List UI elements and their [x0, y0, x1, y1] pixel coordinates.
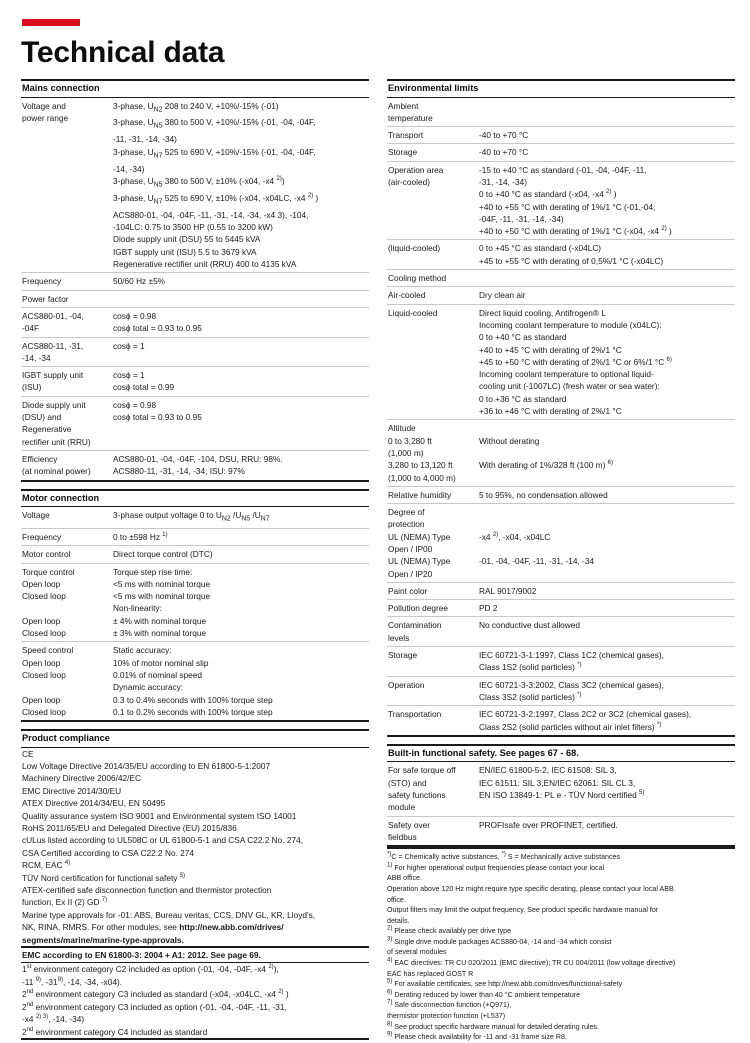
row-label: IGBT supply unit (ISU) [22, 370, 84, 393]
table-row [387, 162, 735, 241]
footnote-line: $^{8)}$ See product specific hardware manual for detailed derating rules. [387, 1021, 599, 1031]
table-row [387, 617, 735, 647]
row-label: Relative humidity [388, 489, 452, 500]
compliance-line: -x4 $^{2) 3)}$, -14, -34) [22, 1014, 85, 1025]
section-heading-emc: EMC according to EN 61800-3: 2004 + A1: 2012. See page 69. [21, 946, 369, 963]
row-label: Power factor [22, 293, 69, 304]
section-heading-builtin-functional-safety: Built-in functional safety. See pages 67 - 68. [387, 744, 735, 763]
table-row [387, 600, 735, 617]
footnote-line: details. [387, 916, 410, 925]
row-label: Ambient temperature [388, 100, 433, 123]
row-label: Air-cooled [388, 290, 426, 301]
table-row [387, 287, 735, 304]
compliance-line: Low Voltage Directive 2014/35/EU according to EN 61800-5-1:2007 [22, 761, 271, 772]
row-label: Operation area (air-cooled) [388, 164, 444, 187]
table-row [387, 420, 735, 486]
compliance-line: TÜV Nord certification for functional safety $^{5)}$ [22, 872, 186, 883]
footnote-line: thermistor protection function (+L537) [387, 1012, 506, 1021]
row-label: Frequency [22, 531, 62, 542]
row-label: Transportation [388, 709, 442, 720]
footnote-line: EAC has replaced GOST R [387, 969, 474, 978]
table-row [21, 397, 369, 451]
row-label: Storage [388, 650, 418, 661]
section-spacer [21, 482, 369, 489]
row-label: Motor control [22, 549, 71, 560]
row-label: Voltage and power range [22, 100, 69, 123]
table-row [387, 583, 735, 600]
footnote-line: $^{4)}$ EAC directives: TR CU 020/2011 (EMC directive); TR CU 004/2011 (low voltage directive) [387, 957, 676, 968]
table-row [21, 564, 369, 643]
compliance-line: Quality assurance system ISO 9001 and Environmental system ISO 14001 [22, 810, 297, 821]
table-row [387, 647, 735, 677]
table-row [21, 507, 369, 529]
row-value: IEC 60721-3-1:1997, Class 1C2 (chemical gases), Class 1S2 (solid particles) *) [479, 650, 664, 673]
environmental-limits-rows [387, 98, 735, 737]
compliance-line: RCM, EAC $^{4)}$ [22, 860, 71, 871]
table-row [387, 305, 735, 421]
footnote-line: Output filters may limit the output frequency. See product specific hardware manual for [387, 906, 659, 915]
compliance-line: 2nd environment category C4 included as standard [22, 1026, 208, 1037]
row-label: Altitude 0 to 3,280 ft (1,000 m) 3,280 to 13,120 ft (1,000 to 4,000 m) [388, 423, 456, 483]
footnote-line: *)C = Chemically active substances, *) S = Mechanically active substances [387, 851, 621, 862]
footnote-line: Operation above 120 Hz might require type specific derating, please contact your local ABB [387, 884, 674, 893]
red-accent-bar [22, 19, 80, 26]
row-label: Frequency [22, 276, 62, 287]
table-row [21, 451, 369, 482]
row-label: Liquid-cooled [388, 307, 438, 318]
row-value: Dry clean air [479, 290, 526, 301]
row-value: ACS880-01, -04, -04F, -104, DSU, RRU: 98%. ACS880-11, -31, -14, -34, ISU: 97% [113, 453, 283, 477]
compliance-line: Marine type approvals for -01: ABS, Bureau veritas, CCS, DNV GL, KR, Lloyd's, [22, 909, 316, 920]
row-value: EN/IEC 61800-5-2, IEC 61508: SIL 3, IEC 61511: SIL 3,EN/IEC 62061: SIL CL 3, EN ISO 13849-1: PL e - TÜV Nord certified $^{5)}$ [479, 765, 645, 800]
compliance-line: -11 $^{9)}$, -31$^{9)}$, -14, -34, -x04). [22, 976, 123, 987]
compliance-line: Machinery Directive 2006/42/EC [22, 773, 141, 784]
row-value: -40 to +70 °C [479, 130, 529, 141]
row-label: Efficiency (at nominal power) [22, 453, 91, 477]
row-label: (liquid-cooled) [388, 243, 441, 254]
section-spacer [387, 737, 735, 744]
compliance-line: EMC Directive 2014/30/EU [22, 785, 122, 796]
table-row [387, 677, 735, 707]
row-value: 0 to ±598 Hz $^{1)}$ [113, 531, 168, 542]
two-column-layout [0, 79, 750, 1043]
row-value: Without derating With derating of 1%/328 ft (100 m) $^{6)}$ [479, 435, 614, 471]
row-value: Direct liquid cooling, Antifrogen® L Incoming coolant temperature to module (x04LC): 0 to +40 °C as standard +40 to +45 °C with derating of 2%/1 °C +45 to +50 °C with derating of 2%/1 °C or 6%/1 °C $^{6)}$ Incoming coolant temperature to optional liquid- cooling unit (-1007LC) (fresh water or sea water): 0 to +36 °C as standard +36 to +46 °C with derating of 2%/1 °C [479, 307, 672, 417]
row-value [113, 293, 369, 305]
builtin-functional-safety-rows [387, 762, 735, 849]
compliance-line: ATEX-certified safe disconnection function and thermistor protection [22, 885, 272, 896]
product-compliance-lines [21, 748, 369, 947]
footnote-line: $^{2)}$ Please check availably per drive type [387, 925, 512, 936]
footnote-line: ABB office. [387, 874, 422, 883]
compliance-line: 1st environment category C2 included as option (-01, -04, -04F, -x4 $^{2)}$), [22, 964, 279, 975]
row-value: IEC 60721-3-2:1997, Class 2C2 or 3C2 (chemical gases), Class 2S2 (solid particles without air inlet filters) *) [479, 709, 692, 732]
section-heading-product-compliance: Product compliance [21, 729, 369, 748]
compliance-line: function, Ex II (2) GD $^{7)}$ [22, 897, 108, 908]
compliance-line: ATEX Directive 2014/34/EU, EN 50495 [22, 798, 166, 809]
right-column [387, 79, 735, 1043]
table-row [21, 338, 369, 368]
row-label: Storage [388, 147, 418, 158]
table-row [387, 817, 735, 848]
table-row [387, 706, 735, 737]
table-row [387, 487, 735, 504]
table-row [21, 273, 369, 290]
table-row [21, 291, 369, 308]
row-label: For safe torque off (STO) and safety functions module [388, 765, 456, 813]
row-value: 0 to +45 °C as standard (-x04LC) +45 to +55 °C with derating of 0,5%/1 °C (-x04LC) [479, 243, 664, 266]
left-column [21, 79, 369, 1043]
section-heading-environmental-limits: Environmental limits [387, 79, 735, 98]
compliance-line: 2nd environment category C3 included as standard (-x04, -x04LC, -x4 $^{2)}$ ) [22, 989, 289, 1000]
row-label: Pollution degree [388, 603, 448, 614]
table-row [21, 367, 369, 397]
compliance-line: segments/marine/marine-type-approvals. [22, 934, 184, 945]
footnote-line: $^{1)}$ For higher operational output frequencies please contact your local [387, 862, 605, 872]
table-row [387, 127, 735, 144]
footnote-line: $^{6)}$ Derating reduced by lower than 40 °C ambient temperature [387, 989, 581, 999]
row-value: Direct torque control (DTC) [113, 549, 213, 560]
row-label: Paint color [388, 585, 428, 596]
row-value: cosϕ = 0.98 cosϕ total = 0.93 to 0.95 [113, 310, 202, 334]
row-label: Speed control Open loop Closed loop Open loop Closed loop [22, 645, 74, 717]
row-value: -40 to +70 °C [479, 147, 529, 158]
emc-lines [21, 963, 369, 1039]
row-label: Cooling method [388, 273, 447, 284]
row-value: Static accuracy: 10% of motor nominal slip 0.01% of nominal speed Dynamic accuracy: 0.3 to 0.4% seconds with 100% torque step 0.1 to 0.2% seconds with 100% torque step [113, 645, 273, 717]
table-row [21, 308, 369, 338]
row-label: Voltage [22, 510, 50, 520]
row-label: Contamination levels [388, 620, 442, 643]
footnote-line: $^{5)}$ For available certificates, see http://new.abb.com/drives/functional-safety [387, 978, 623, 989]
table-row [21, 529, 369, 546]
row-value: 5 to 95%, no condensation allowed [479, 489, 608, 500]
row-value: IEC 60721-3-3:2002, Class 3C2 (chemical gases), Class 3S2 (solid particles) *) [479, 679, 664, 702]
row-label: Transport [388, 130, 424, 141]
row-value: No conductive dust allowed [479, 620, 581, 631]
table-row [21, 546, 369, 563]
row-label: Diode supply unit (DSU) and Regenerative rectifier unit (RRU) [22, 399, 91, 447]
row-value: 50/60 Hz ±5% [113, 276, 166, 287]
footnote-line: of several modules [387, 948, 447, 957]
table-row [387, 504, 735, 583]
row-value: -x4 $^{2)}$, -x04, -x04LC -01, -04, -04F, -11, -31, -14, -34 [479, 531, 595, 567]
footnote-line: $^{3)}$ Single drive module packages ACS880-04, -14 and -34 which consist [387, 936, 612, 946]
compliance-line: CSA Certified according to CSA C22.2 No. 274 [22, 847, 195, 858]
row-value: cosϕ = 1 [113, 340, 145, 351]
row-value: cosϕ = 1 cosϕ total = 0.99 [113, 370, 175, 393]
row-value [479, 100, 735, 125]
row-value: Torque step rise time: <5 ms with nominal torque <5 ms with nominal torque Non-linearity: ± 4% with nominal torque ± 3% with nominal torque [113, 566, 211, 639]
row-value: -15 to +40 °C as standard (-01, -04, -04F, -11, -31, -14, -34) 0 to +40 °C as standard (-x04, -x4 $^{2)}$ ) +40 to +55 °C with derating of 1%/1 °C (-01,-04, -04F, -11, -31, -14, -34) +40 to +50 °C with derating of 1%/1 °C (-x04, -x4 $^{2)}$ ) [479, 164, 672, 237]
table-row [387, 144, 735, 161]
section-heading-motor-connection: Motor connection [21, 489, 369, 508]
motor-connection-rows [21, 507, 369, 722]
table-row [21, 98, 369, 274]
row-label: ACS880-11, -31, -14, -34 [22, 340, 84, 363]
row-value: RAL 9017/9002 [479, 585, 537, 596]
row-label: Operation [388, 679, 425, 690]
row-value: PD 2 [479, 603, 498, 614]
compliance-line: cULus listed according to UL508C or UL 61800-5-1 and CSA C22.2 No. 274, [22, 835, 304, 846]
row-value: 3-phase output voltage 0 to $U_{N2}$ $/U_{N5}$ $/U_{N7}$ [113, 510, 270, 523]
compliance-line: 2nd environment category C3 included as option (-01, -04, -04F, -11, -31, [22, 1001, 287, 1012]
row-label: Torque control Open loop Closed loop Open loop Closed loop [22, 566, 75, 639]
compliance-line: CE [22, 748, 34, 759]
row-value [479, 272, 735, 284]
footnote-line: $^{7)}$ Safe disconnection function (+Q971), [387, 1000, 512, 1010]
compliance-line: NK, RINA, RMRS. For other modules, see http://new.abb.com/drives/ [22, 922, 284, 933]
mains-connection-rows [21, 98, 369, 482]
table-row [387, 270, 735, 287]
row-label: Degree of protection UL (NEMA) Type Open / IP00 UL (NEMA) Type Open / IP20 [388, 507, 451, 579]
row-value: PROFIsafe over PROFINET, certified. [479, 819, 618, 830]
row-label: Safety over fieldbus [388, 819, 430, 842]
table-row [387, 240, 735, 270]
row-value: 3-phase, $U_{N2}$ 208 to 240 V, +10%/-15% (-01) 3-phase, $U_{N5}$ 380 to 500 V, +10%/-15% (-01, -04, -04F, -11, -31, -14, -34) 3-phase, $U_{N7}$ 525 to 690 V, +10%/-15% (-01, -04, -04F, -14, -34) 3-phase, $U_{N5}$ 380 to 500 V, ±10% (-x04, -x4 $^{2)}$) 3-phase, $U_{N7}$ 525 to 690 V, ±10% (-x04, -x04LC, -x4 $^{2)}$ ) ACS880-01, -04, -04F, -11, -31, -14, -34, -x4 3), -104, -104LC: 0.75 to 3500 HP (0.55 to 3200 kW) Diode supply unit (DSU) 55 to 5445 kVA IGBT supply unit (ISU) 5.5 to 3679 kVA Regenerative rectifier unit (RRU) 400 to 4135 kVA [113, 100, 319, 270]
page-title: Technical data [21, 36, 225, 69]
row-value: cosϕ = 0.98 cosϕ total = 0.93 to 0.95 [113, 399, 202, 423]
footnotes [387, 849, 735, 1043]
table-row [387, 762, 735, 816]
table-row [387, 98, 735, 128]
row-label: ACS880-01, -04, -04F [22, 310, 84, 334]
table-row [21, 642, 369, 722]
footnote-line: office. [387, 895, 406, 904]
compliance-line: RoHS 2011/65/EU and Delegated Directive (EU) 2015/836 [22, 823, 237, 834]
section-spacer [21, 722, 369, 729]
footnote-line: $^{9)}$ Please check availability for -11 and -31 frame size R8. [387, 1031, 567, 1042]
section-heading-mains-connection: Mains connection [21, 79, 369, 98]
